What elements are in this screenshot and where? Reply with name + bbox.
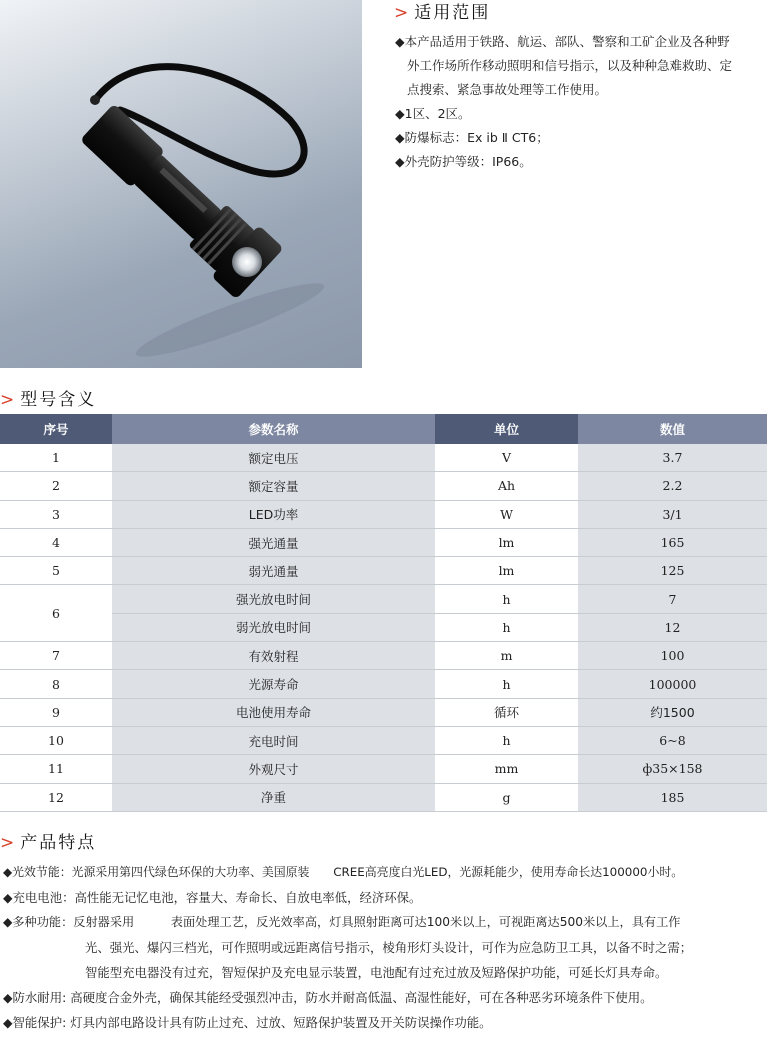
cell-unit: h (435, 726, 578, 754)
table-row (0, 698, 767, 726)
cell-value: 100 (578, 642, 767, 670)
arrow-icon: > (0, 833, 17, 853)
cell-name: LED功率 (112, 500, 435, 528)
table-row (0, 585, 767, 613)
scope-line: 外工作场所作移动照明和信号指示，以及种种急难救助、定 (407, 58, 733, 73)
cell-unit: W (435, 500, 578, 528)
table-row (0, 726, 767, 754)
cell-name: 有效射程 (112, 642, 435, 670)
scope-line: ◆本产品适用于铁路、航运、部队、警察和工矿企业及各种野 (395, 34, 730, 49)
feature-line: ◆光效节能：光源采用第四代绿色环保的大功率、美国原装 CREE高亮度白光LED，光源耗能少，使用寿命长达100000小时。 (3, 865, 684, 879)
cell-name: 额定容量 (112, 472, 435, 500)
cell-value: 约1500 (578, 698, 767, 726)
cell-unit: mm (435, 755, 578, 783)
cell-unit: h (435, 670, 578, 698)
flashlight-image (0, 0, 362, 368)
features-heading (0, 828, 96, 853)
cell-no: 4 (0, 528, 112, 556)
cell-no: 1 (0, 444, 112, 472)
col-header-no: 序号 (0, 414, 112, 444)
cell-value: 3.7 (578, 444, 767, 472)
model-title: 型号含义 (20, 390, 97, 410)
cell-value: 12 (578, 613, 767, 641)
cell-value: 3/1 (578, 500, 767, 528)
cell-no: 12 (0, 783, 112, 811)
feature-line: 光、强光、爆闪三档光，可作照明或远距离信号指示，棱角形灯头设计，可作为应急防卫工具，以备不时之需； (85, 940, 693, 955)
cell-name: 光源寿命 (112, 670, 435, 698)
table-row (0, 670, 767, 698)
cell-value: 7 (578, 585, 767, 613)
cell-value: 165 (578, 528, 767, 556)
scope-line: ◆外壳防护等级：IP66。 (395, 154, 532, 169)
table-row (0, 444, 767, 472)
table-row (0, 500, 767, 528)
cell-no: 9 (0, 698, 112, 726)
cell-no: 3 (0, 500, 112, 528)
col-header-unit: 单位 (435, 414, 578, 444)
col-header-value: 数值 (578, 414, 767, 444)
cell-name: 弱光放电时间 (112, 613, 435, 641)
cell-name: 电池使用寿命 (112, 698, 435, 726)
features-title: 产品特点 (20, 833, 97, 853)
cell-no: 2 (0, 472, 112, 500)
col-header-name: 参数名称 (112, 414, 435, 444)
scope-line: 点搜索、紧急事故处理等工作使用。 (407, 82, 608, 97)
table-row (0, 472, 767, 500)
cell-no: 8 (0, 670, 112, 698)
cell-no: 7 (0, 642, 112, 670)
cell-value: 185 (578, 783, 767, 811)
cell-unit: lm (435, 528, 578, 556)
arrow-icon: > (394, 3, 411, 23)
cell-name: 弱光通量 (112, 557, 435, 585)
feature-line: ◆多种功能：反射器采用 表面处理工艺，反光效率高，灯具照射距离可达100米以上，可视距离达500米以上，具有工作 (3, 915, 681, 929)
cell-value: 2.2 (578, 472, 767, 500)
scope-list (395, 30, 770, 174)
scope-title: 适用范围 (414, 3, 491, 23)
table-row (0, 557, 767, 585)
cell-no: 6 (0, 585, 112, 642)
feature-line: ◆充电电池：高性能无记忆电池，容量大、寿命长、自放电率低，经济环保。 (3, 890, 422, 905)
features-list (3, 860, 770, 1035)
cell-value: 6~8 (578, 726, 767, 754)
cell-unit: g (435, 783, 578, 811)
cell-name: 净重 (112, 783, 435, 811)
scope-line: ◆1区、2区。 (395, 106, 471, 121)
cell-unit: m (435, 642, 578, 670)
table-row (0, 642, 767, 670)
table-row (0, 783, 767, 811)
cell-value: 125 (578, 557, 767, 585)
cell-no: 11 (0, 755, 112, 783)
cell-value: ф35×158 (578, 755, 767, 783)
cell-name: 外观尺寸 (112, 755, 435, 783)
cell-name: 充电时间 (112, 726, 435, 754)
cell-name: 强光通量 (112, 528, 435, 556)
cell-name: 额定电压 (112, 444, 435, 472)
table-row (0, 755, 767, 783)
feature-line: ◆防水耐用: 高硬度合金外壳，确保其能经受强烈冲击，防水并耐高低温、高湿性能好，可在各种恶劣环境条件下使用。 (3, 990, 653, 1005)
cell-unit: lm (435, 557, 578, 585)
cell-unit: V (435, 444, 578, 472)
feature-line: 智能型充电器没有过充，智短保护及充电显示装置，电池配有过充过放及短路保护功能，可延长灯具寿命。 (85, 965, 668, 980)
cell-no: 5 (0, 557, 112, 585)
product-photo (0, 0, 362, 368)
cell-unit: Ah (435, 472, 578, 500)
cell-no: 10 (0, 726, 112, 754)
model-heading (0, 385, 96, 410)
cell-unit: 循环 (435, 698, 578, 726)
cell-unit: h (435, 585, 578, 613)
cell-value: 100000 (578, 670, 767, 698)
table-row (0, 613, 767, 641)
scope-line: ◆防爆标志：Ex ib Ⅱ CT6； (395, 130, 549, 145)
scope-heading (394, 0, 490, 23)
table-header-row (0, 414, 767, 444)
cell-unit: h (435, 613, 578, 641)
feature-line: ◆智能保护: 灯具内部电路设计具有防止过充、过放、短路保护装置及开关防误操作功能。 (3, 1015, 492, 1030)
cell-name: 强光放电时间 (112, 585, 435, 613)
spec-table (0, 414, 767, 812)
arrow-icon: > (0, 390, 17, 410)
table-row (0, 528, 767, 556)
